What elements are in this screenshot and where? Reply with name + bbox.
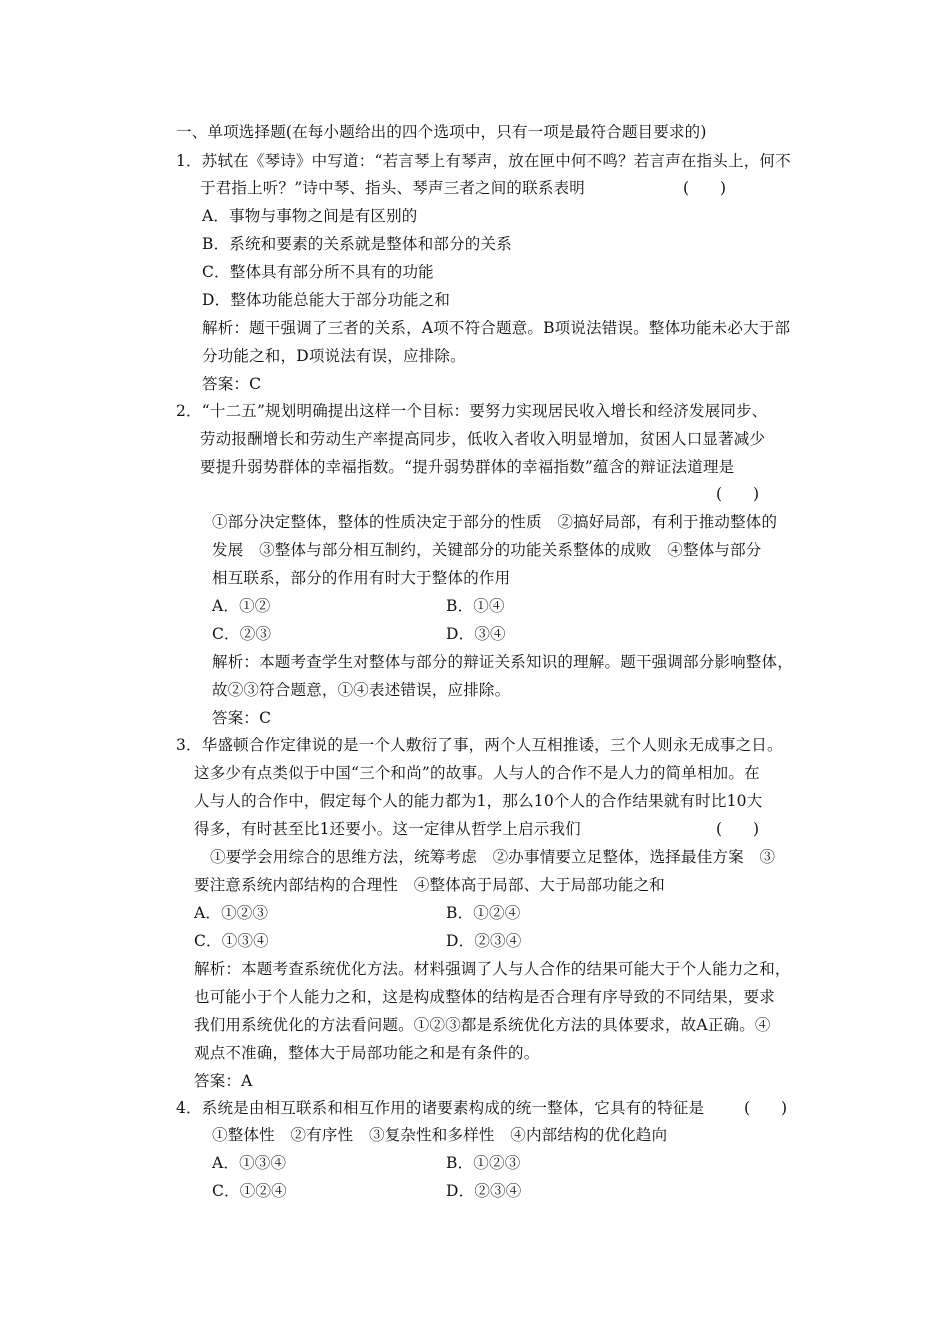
section-heading: 一、单项选择题(在每小题给出的四个选项中，只有一项是最符合题目要求的) (176, 123, 707, 141)
q3-analysis-line-1: 解析：本题考查系统优化方法。材料强调了人与人合作的结果可能大于个人能力之和， (194, 960, 791, 978)
q3-option-a: A．①②③ (194, 904, 269, 922)
q4-item-line-1: ①整体性 ②有序性 ③复杂性和多样性 ④内部结构的优化趋向 (212, 1126, 668, 1144)
q3-stem-line-4: 得多，有时甚至比1还要小。这一定律从哲学上启示我们 (194, 820, 581, 838)
q2-analysis-line-2: 故②③符合题意，①④表述错误，应排除。 (212, 681, 511, 699)
q2-answer: 答案：C (212, 709, 272, 727)
q1-option-c: C．整体具有部分所不具有的功能 (202, 263, 434, 281)
q2-option-c: C．②③ (212, 625, 272, 643)
q2-option-b: B．①④ (446, 597, 505, 615)
q3-analysis-line-4: 观点不准确，整体大于局部功能之和是有条件的。 (194, 1044, 540, 1062)
q3-answer-blank: ( ) (716, 820, 760, 838)
q1-analysis-line-2: 分功能之和，D项说法有误，应排除。 (202, 347, 466, 365)
q4-option-b: B．①②③ (446, 1154, 521, 1172)
q2-option-d: D．③④ (446, 625, 506, 643)
q1-option-b: B．系统和要素的关系就是整体和部分的关系 (202, 235, 512, 253)
q3-analysis-line-2: 也可能小于个人能力之和，这是构成整体的结构是否合理有序导致的不同结果，要求 (194, 988, 775, 1006)
q2-item-line-3: 相互联系，部分的作用有时大于整体的作用 (212, 569, 511, 587)
q1-stem-line-2: 于君指上听？”诗中琴、指头、琴声三者之间的联系表明 (200, 179, 585, 197)
q4-stem-line-1: 4．系统是由相互联系和相互作用的诸要素构成的统一整体，它具有的特征是 (176, 1099, 705, 1117)
q4-option-a: A．①③④ (212, 1154, 287, 1172)
q2-stem-line-3: 要提升弱势群体的幸福指数。“提升弱势群体的幸福指数”蕴含的辩证法道理是 (200, 458, 735, 476)
q4-option-c: C．①②④ (212, 1182, 287, 1200)
q1-answer-blank: ( ) (683, 179, 727, 197)
q1-analysis-line-1: 解析：题干强调了三者的关系，A项不符合题意。B项说法错误。整体功能未必大于部 (202, 319, 791, 337)
q3-stem-line-1: 3．华盛顿合作定律说的是一个人敷衍了事，两个人互相推诿，三个人则永无成事之日。 (176, 736, 783, 754)
q3-option-b: B．①②④ (446, 904, 521, 922)
q2-item-line-2: 发展 ③整体与部分相互制约，关键部分的功能关系整体的成败 ④整体与部分 (212, 541, 762, 559)
q4-option-d: D．②③④ (446, 1182, 522, 1200)
q2-answer-blank: ( ) (716, 485, 760, 503)
q2-stem-line-2: 劳动报酬增长和劳动生产率提高同步，低收入者收入明显增加，贫困人口显著减少 (200, 430, 766, 448)
q3-option-c: C．①③④ (194, 932, 269, 950)
q4-answer-blank: ( ) (744, 1099, 788, 1117)
q3-stem-line-3: 人与人的合作中，假定每个人的能力都为1，那么10个人的合作结果就有时比10大 (194, 792, 763, 810)
q2-option-a: A．①② (212, 597, 271, 615)
q1-stem-line-1: 1．苏轼在《琴诗》中写道：“若言琴上有琴声，放在匣中何不鸣？若言声在指头上，何不 (176, 152, 791, 170)
q3-item-line-1: ①要学会用综合的思维方法，统筹考虑 ②办事情要立足整体，选择最佳方案 ③ (210, 848, 776, 866)
q3-answer: 答案：A (194, 1072, 253, 1090)
q3-option-d: D．②③④ (446, 932, 522, 950)
q3-item-line-2: 要注意系统内部结构的合理性 ④整体高于局部、大于局部功能之和 (194, 876, 666, 894)
q2-item-line-1: ①部分决定整体，整体的性质决定于部分的性质 ②搞好局部，有利于推动整体的 (212, 513, 778, 531)
q2-analysis-line-1: 解析：本题考查学生对整体与部分的辩证关系知识的理解。题干强调部分影响整体， (212, 653, 793, 671)
q1-answer: 答案：C (202, 375, 262, 393)
q1-option-d: D．整体功能总能大于部分功能之和 (202, 291, 451, 309)
q1-option-a: A．事物与事物之间是有区别的 (202, 207, 418, 225)
q3-analysis-line-3: 我们用系统优化的方法看问题。①②③都是系统优化方法的具体要求，故A正确。④ (194, 1016, 771, 1034)
q2-stem-line-1: 2．“十二五”规划明确提出这样一个目标：要努力实现居民收入增长和经济发展同步、 (176, 402, 768, 420)
q3-stem-line-2: 这多少有点类似于中国“三个和尚”的故事。人与人的合作不是人力的简单相加。在 (194, 764, 760, 782)
